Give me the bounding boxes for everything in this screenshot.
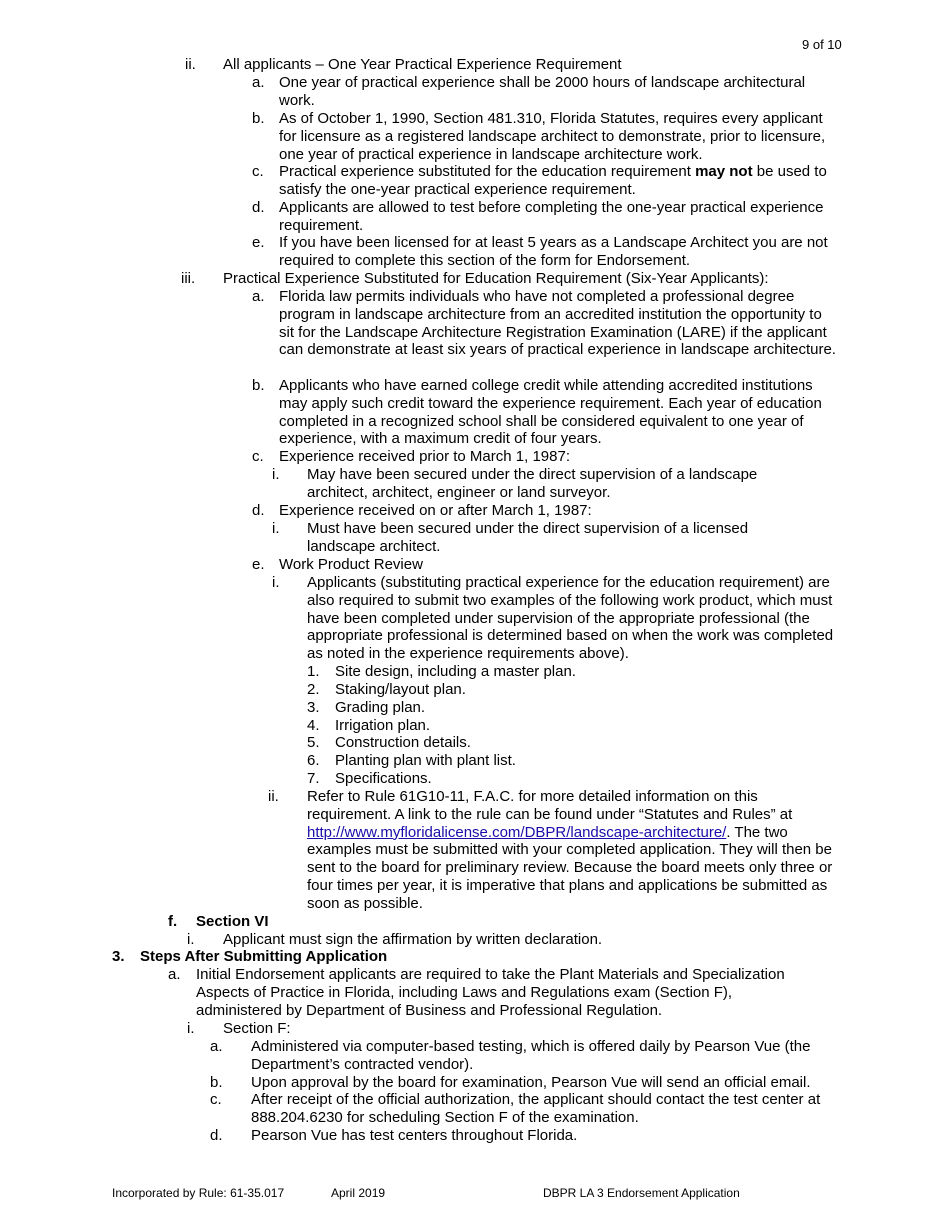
sec-iii-d-text: Experience received on or after March 1, 1987: xyxy=(279,502,592,519)
sec-ii-b-text: As of October 1, 1990, Section 481.310, Florida Statutes, requires every applicant for licensure as a registered landscape architect to demonstrate, prior to licensure, one year of practical experience in landscape architecture work. xyxy=(279,110,826,163)
list-item-text: Specifications. xyxy=(335,770,432,787)
sec-ii-d-text: Applicants are allowed to test before completing the one-year practical experience requirement. xyxy=(279,199,824,234)
sec-ii-c-bold: may not xyxy=(695,163,753,180)
sec-3-item-b-marker: b. xyxy=(210,1074,223,1091)
sec-ii-d-marker: d. xyxy=(252,199,265,216)
sec-3-item-b-text: Upon approval by the board for examination, Pearson Vue will send an official email. xyxy=(251,1074,811,1091)
list-item-marker: 6. xyxy=(307,752,320,769)
sec-iii-e-text: Work Product Review xyxy=(279,556,423,573)
sec-iii-c-i-text: May have been secured under the direct supervision of a landscape architect, architect, engineer or land surveyor. xyxy=(307,466,758,501)
sec-3-i-marker: i. xyxy=(187,1020,195,1037)
list-item-marker: 2. xyxy=(307,681,320,698)
sec-iii-a-marker: a. xyxy=(252,288,265,305)
sec-iii-e-i-text: Applicants (substituting practical experience for the education requirement) are also required to submit two examples of the following work product, which must have been completed under supervision of the appropriate professional (the appropriate professional is determined based on when the work was completed as noted in the experience requirements above). xyxy=(307,574,834,663)
sec-iii-c-marker: c. xyxy=(252,448,264,465)
sec-f-marker: f. xyxy=(168,913,178,930)
sec-iii-e-ii-post: . The two examples must be submitted with your completed application. They will then be sent to the board for preliminary review. Because the board meets only three or four times per year, it is imperative that plans and applications be submitted as soon as possible. xyxy=(307,823,833,912)
sec-iii-e-marker: e. xyxy=(252,556,265,573)
sec-ii-c-pre: Practical experience substituted for the education requirement xyxy=(279,163,696,180)
sec-f-title: Section VI xyxy=(196,913,269,930)
sec-ii-c-marker: c. xyxy=(252,163,264,180)
sec-3-item-c-marker: c. xyxy=(210,1091,222,1108)
list-item-text: Staking/layout plan. xyxy=(335,681,466,698)
sec-3-item-a-marker: a. xyxy=(210,1038,223,1055)
list-item-marker: 3. xyxy=(307,699,320,716)
sec-ii-a-marker: a. xyxy=(252,74,265,91)
sec-ii-b-marker: b. xyxy=(252,110,265,127)
sec-iii-d-marker: d. xyxy=(252,502,265,519)
sec-3-item-c-text: After receipt of the official authorization, the applicant should contact the test center at 888.204.6230 for scheduling Section F of the examination. xyxy=(251,1091,821,1126)
sec-iii-e-ii-text xyxy=(307,788,837,913)
sec-iii-title: Practical Experience Substituted for Education Requirement (Six-Year Applicants): xyxy=(223,270,769,287)
footer-rule: Incorporated by Rule: 61-35.017 xyxy=(112,1186,285,1200)
sec-iii-c-i-marker: i. xyxy=(272,466,280,483)
list-item-text: Construction details. xyxy=(335,734,471,751)
sec-ii-marker: ii. xyxy=(185,56,196,73)
list-item-text: Planting plan with plant list. xyxy=(335,752,516,769)
sec-3-item-d-text: Pearson Vue has test centers throughout Florida. xyxy=(251,1127,578,1144)
sec-ii-c-text xyxy=(279,163,839,199)
sec-3-marker: 3. xyxy=(112,948,125,965)
sec-iii-e-i-marker: i. xyxy=(272,574,280,591)
sec-ii-title: All applicants – One Year Practical Experience Requirement xyxy=(223,56,622,73)
sec-ii-e-text: If you have been licensed for at least 5 years as a Landscape Architect you are not required to complete this section of the form for Endorsement. xyxy=(279,234,828,269)
sec-iii-d-i-marker: i. xyxy=(272,520,280,537)
sec-3-title: Steps After Submitting Application xyxy=(140,948,388,965)
list-item-marker: 7. xyxy=(307,770,320,787)
sec-ii-c-post: be used to satisfy the one-year practical experience requirement. xyxy=(279,163,827,198)
sec-ii-e-marker: e. xyxy=(252,234,265,251)
sec-iii-e-ii-pre: Refer to Rule 61G10-11, F.A.C. for more detailed information on this requirement. A link to the rule can be found under “Statutes and Rules” at xyxy=(307,788,793,823)
sec-iii-b-marker: b. xyxy=(252,377,265,394)
sec-iii-b-text: Applicants who have earned college credit while attending accredited institutions may apply such credit toward the experience requirement. Each year of education completed in a recognized school shall be considered equivalent to one year of experience, with a maximum credit of four years. xyxy=(279,377,822,448)
list-item-text: Irrigation plan. xyxy=(335,717,431,734)
sec-3-item-a-text: Administered via computer-based testing, which is offered daily by Pearson Vue (the Department’s contracted vendor). xyxy=(251,1038,811,1073)
sec-3-a-text: Initial Endorsement applicants are required to take the Plant Materials and Specialization Aspects of Practice in Florida, including Laws and Regulations exam (Section F), administered by Department of Business and Professional Regulation. xyxy=(196,966,785,1019)
sec-iii-d-i-text: Must have been secured under the direct supervision of a licensed landscape architect. xyxy=(307,520,749,555)
footer-date: April 2019 xyxy=(331,1186,386,1200)
page-number: 9 of 10 xyxy=(802,37,842,52)
sec-f-i-text: Applicant must sign the affirmation by written declaration. xyxy=(223,931,603,948)
sec-ii-a-text: One year of practical experience shall be 2000 hours of landscape architectural work. xyxy=(279,74,806,109)
sec-iii-marker: iii. xyxy=(181,270,196,287)
sec-iii-c-text: Experience received prior to March 1, 1987: xyxy=(279,448,570,465)
sec-iii-e-ii-marker: ii. xyxy=(268,788,279,805)
footer-form: DBPR LA 3 Endorsement Application xyxy=(543,1186,740,1200)
sec-iii-a-text: Florida law permits individuals who have not completed a professional degree program in landscape architecture from an accredited institution the opportunity to sit for the Landscape Architecture Registration Examination (LARE) if the applicant can demonstrate at least six years of practical experience in landscape architecture. xyxy=(279,288,836,359)
sec-3-i-text: Section F: xyxy=(223,1020,291,1037)
list-item-marker: 1. xyxy=(307,663,320,680)
list-item-marker: 5. xyxy=(307,734,320,751)
list-item-marker: 4. xyxy=(307,717,320,734)
sec-3-item-d-marker: d. xyxy=(210,1127,223,1144)
sec-f-i-marker: i. xyxy=(187,931,195,948)
list-item-text: Site design, including a master plan. xyxy=(335,663,576,680)
rule-link[interactable]: http://www.myfloridalicense.com/DBPR/landscape-architecture/ xyxy=(307,823,727,841)
sec-3-a-marker: a. xyxy=(168,966,181,983)
list-item-text: Grading plan. xyxy=(335,699,426,716)
